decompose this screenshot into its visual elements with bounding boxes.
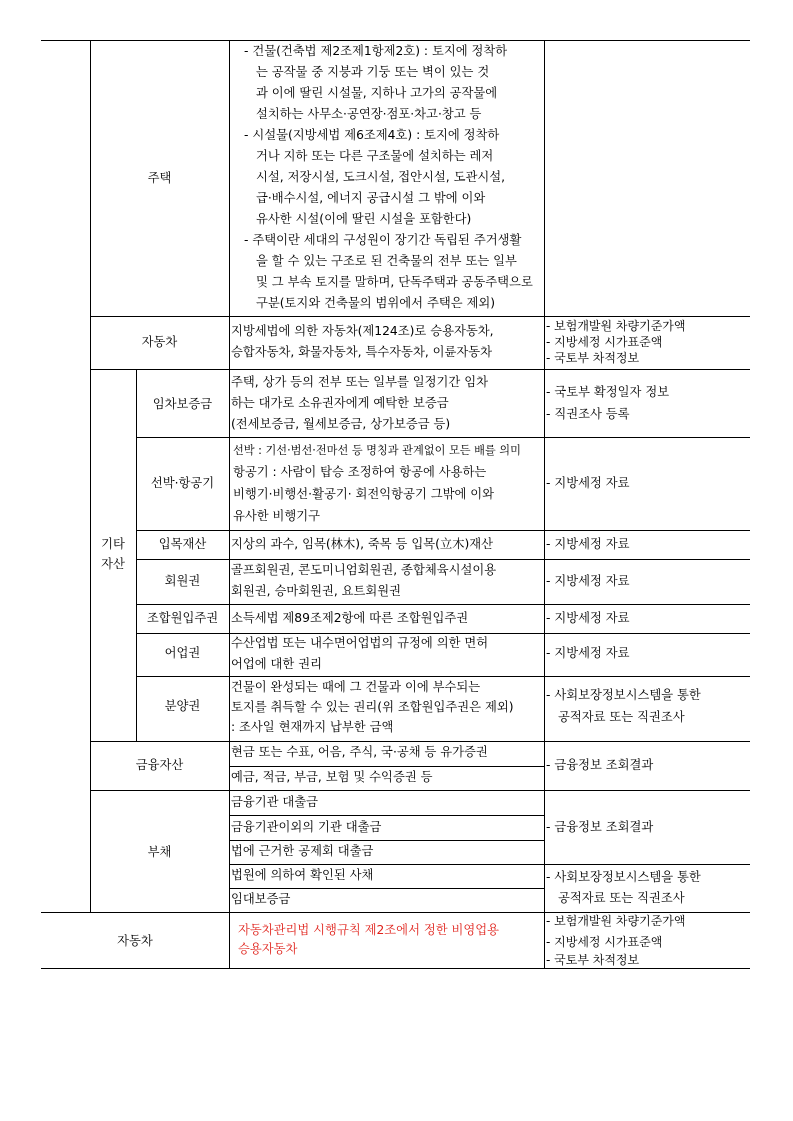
membership-source: - 지방세정 자료 xyxy=(546,574,630,588)
union-right-label: 조합원입주권 xyxy=(146,611,219,625)
presale-description: : 조사일 현재까지 납부한 금액 xyxy=(231,720,394,734)
finance-row: 예금, 적금, 부금, 보험 및 수익증권 등 xyxy=(231,770,433,784)
debt-row: 임대보증금 xyxy=(231,892,291,906)
ship-description: 항공기 : 사람이 탑승 조정하여 항공에 사용하는 xyxy=(233,465,487,479)
car-excluded-description: 승용자동차 xyxy=(238,942,298,956)
housing-line: - 건물(건축법 제2조제1항제2호) : 토지에 정착하 xyxy=(244,44,508,58)
ship-description: 선박 : 기선·범선·전마선 등 명칭과 관계없이 모든 배를 의미 xyxy=(233,444,521,457)
presale-description: 건물이 완성되는 때에 그 건물과 이에 부수되는 xyxy=(231,680,481,694)
housing-line: 구분(토지와 건축물의 범위에서 주택은 제외) xyxy=(256,296,496,310)
membership-description: 골프회원권, 콘도미니엄회원권, 종합체육시설이용 xyxy=(231,563,497,577)
ship-description: 비행기·비행선·활공기· 회전익항공기 그밖에 이와 xyxy=(233,487,495,501)
membership-description: 회원권, 승마회원권, 요트회원권 xyxy=(231,584,402,598)
debt-row: 법원에 의하여 확인된 사채 xyxy=(231,868,374,882)
housing-line: 과 이에 딸린 시설물, 지하나 고가의 공작물에 xyxy=(256,86,498,100)
lease-source: - 국토부 확정일자 정보 xyxy=(546,385,670,399)
presale-source: - 사회보장정보시스템을 통한 xyxy=(546,688,701,702)
car-label: 자동차 xyxy=(141,335,178,349)
car-excluded-source: - 보험개발원 차량기준가액 xyxy=(546,914,686,928)
standing-tree-label: 입목재산 xyxy=(158,537,207,551)
housing-line: 거나 지하 또는 다른 구조물에 설치하는 레저 xyxy=(256,149,494,163)
fishery-description: 수산업법 또는 내수면어업법의 규정에 의한 면허 xyxy=(231,636,489,650)
debt-row: 금융기관이외의 기관 대출금 xyxy=(231,820,382,834)
housing-line: 급·배수시설, 에너지 공급시설 그 밖에 이와 xyxy=(256,191,486,205)
lease-description: 주택, 상가 등의 전부 또는 일부를 일정기간 임차 xyxy=(231,375,488,389)
car-excluded-description: 자동차관리법 시행규칙 제2조에서 정한 비영업용 xyxy=(238,923,500,937)
debt-row: 법에 근거한 공제회 대출금 xyxy=(231,844,374,858)
finance-row: 현금 또는 수표, 어음, 주식, 국·공채 등 유가증권 xyxy=(231,745,488,759)
tree-source: - 지방세정 자료 xyxy=(546,537,630,551)
presale-source: 공적자료 또는 직권조사 xyxy=(558,710,685,724)
housing-line: 유사한 시설(이에 딸린 시설을 포함한다) xyxy=(256,212,472,226)
fishery-description: 어업에 대한 권리 xyxy=(231,657,322,671)
lease-description: (전세보증금, 월세보증금, 상가보증금 등) xyxy=(231,417,451,431)
car-excluded-source: - 국토부 차적정보 xyxy=(546,953,640,967)
car-excluded-label: 자동차 xyxy=(117,934,153,948)
union-description: 소득세법 제89조제2항에 따른 조합원입주권 xyxy=(231,611,469,625)
car-description: 지방세법에 의한 자동차(제124조)로 승용자동차, xyxy=(231,324,494,338)
other-assets-label-2: 자산 xyxy=(101,557,125,571)
ship-description: 유사한 비행기구 xyxy=(233,509,321,523)
car-excluded-source: - 지방세정 시가표준액 xyxy=(546,935,663,949)
fishery-source: - 지방세정 자료 xyxy=(546,646,630,660)
lease-source: - 직권조사 등록 xyxy=(546,407,630,421)
housing-label: 주택 xyxy=(147,171,172,185)
housing-line: - 주택이란 세대의 구성원이 장기간 독립된 주거생활 xyxy=(244,233,522,247)
car-source: - 국토부 차적정보 xyxy=(546,351,640,365)
membership-label: 회원권 xyxy=(164,574,201,588)
debt-source: 공적자료 또는 직권조사 xyxy=(558,891,685,905)
housing-line: 을 할 수 있는 구조로 된 건축물의 전부 또는 일부 xyxy=(256,254,517,268)
car-source: - 지방세정 시가표준액 xyxy=(546,335,663,349)
finance-source: - 금융정보 조회결과 xyxy=(546,758,654,772)
lease-description: 하는 대가로 소유권자에게 예탁한 보증금 xyxy=(231,396,449,410)
debt-source: - 금융정보 조회결과 xyxy=(546,820,654,834)
debt-row: 금융기관 대출금 xyxy=(231,795,319,809)
ship-source: - 지방세정 자료 xyxy=(546,476,630,490)
presale-right-label: 분양권 xyxy=(164,699,201,713)
housing-line: 는 공작물 중 지붕과 기둥 또는 벽이 있는 것 xyxy=(256,65,490,79)
housing-line: - 시설물(지방세법 제6조제4호) : 토지에 정착하 xyxy=(244,128,500,142)
fishery-right-label: 어업권 xyxy=(164,646,201,660)
housing-line: 설치하는 사무소·공연장·점포·차고·창고 등 xyxy=(256,107,482,121)
debt-source: - 사회보장정보시스템을 통한 xyxy=(546,870,701,884)
ship-aircraft-label: 선박·항공기 xyxy=(150,476,215,490)
debt-label: 부채 xyxy=(147,845,172,859)
tree-description: 지상의 과수, 임목(林木), 죽목 등 입목(立木)재산 xyxy=(231,537,494,551)
car-description: 승합자동차, 화물자동차, 특수자동차, 이륜자동차 xyxy=(231,345,493,359)
other-assets-label-1: 기타 xyxy=(101,537,125,551)
presale-description: 토지를 취득할 수 있는 권리(위 조합원입주권은 제외) xyxy=(231,700,514,714)
financial-assets-label: 금융자산 xyxy=(135,758,184,772)
housing-line: 시설, 저장시설, 도크시설, 접안시설, 도관시설, xyxy=(256,170,505,184)
lease-deposit-label: 임차보증금 xyxy=(152,397,213,411)
car-source: - 보험개발원 차량기준가액 xyxy=(546,319,686,333)
housing-line: 및 그 부속 토지를 말하며, 단독주택과 공동주택으로 xyxy=(256,275,533,289)
union-source: - 지방세정 자료 xyxy=(546,611,630,625)
